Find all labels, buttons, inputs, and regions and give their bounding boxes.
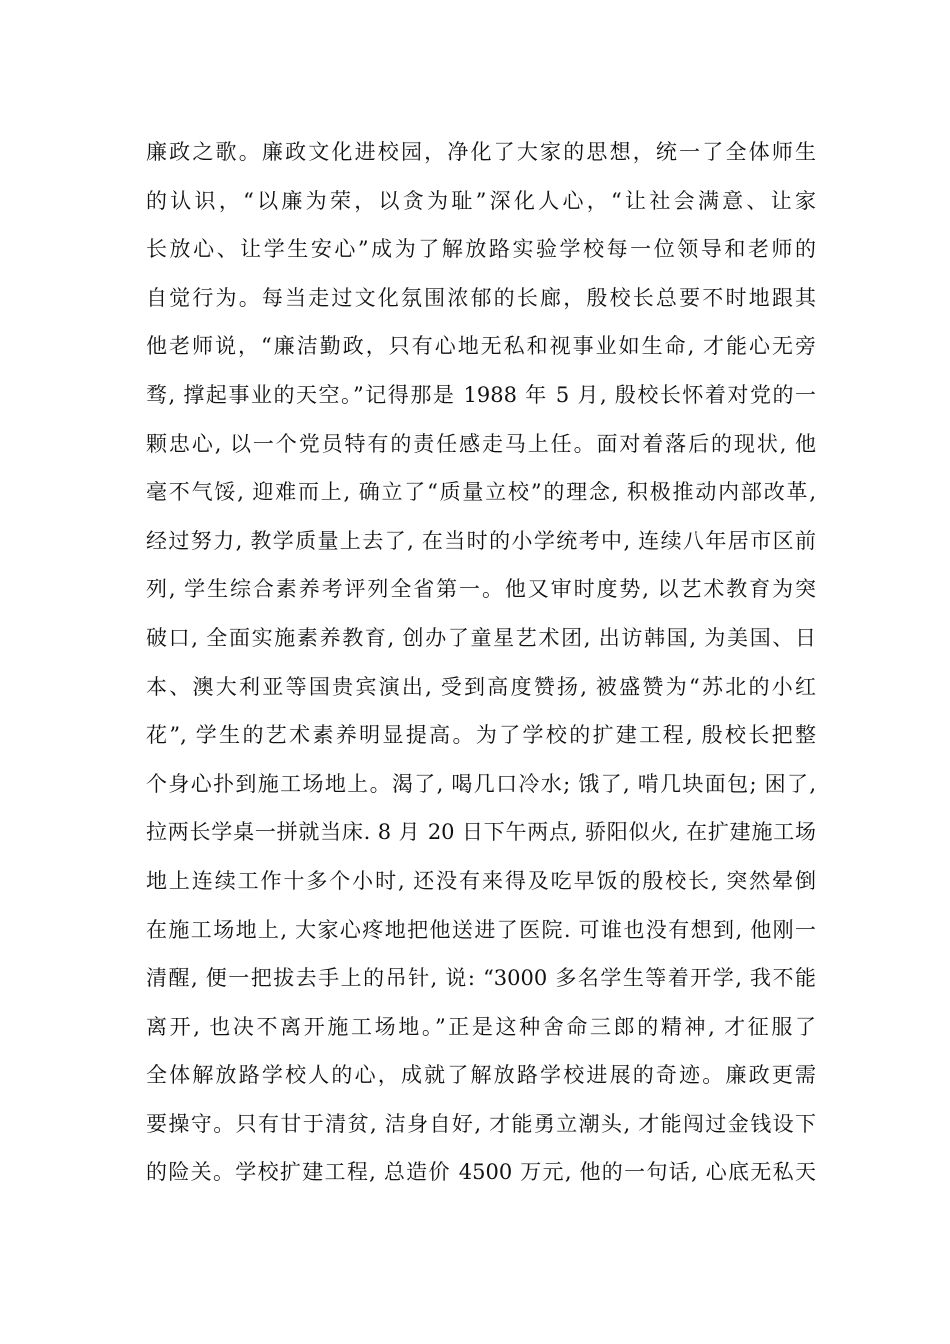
text-line: 毫不气馁, 迎难而上, 确立了“质量立校”的理念, 积极推动内部改革, (146, 480, 816, 505)
text-line: 花”, 学生的艺术素养明显提高。为了学校的扩建工程, 殷校长把整 (146, 723, 816, 748)
text-line: 本、澳大利亚等国贵宾演出, 受到高度赞扬, 被盛赞为“苏北的小红 (146, 674, 816, 699)
text-line: 破口, 全面实施素养教育, 创办了童星艺术团, 出访韩国, 为美国、日 (146, 625, 816, 650)
text-line: 骛, 撑起事业的天空。”记得那是 1988 年 5 月, 殷校长怀着对党的一 (146, 382, 816, 407)
body-paragraph (146, 128, 816, 1197)
text-line: 自觉行为。每当走过文化氛围浓郁的长廊，殷校长总要不时地跟其 (146, 285, 816, 310)
text-line: 清醒, 便一把拔去手上的吊针, 说: “3000 多名学生等着开学, 我不能 (146, 966, 816, 991)
text-line: 颗忠心, 以一个党员特有的责任感走马上任。面对着落后的现状, 他 (146, 431, 816, 456)
text-line: 地上连续工作十多个小时, 还没有来得及吃早饭的殷校长, 突然晕倒 (146, 868, 816, 893)
text-line: 的险关。学校扩建工程, 总造价 4500 万元, 他的一句话, 心底无私天 (146, 1160, 816, 1185)
text-line: 离开, 也决不离开施工场地。”正是这种舍命三郎的精神, 才征服了 (146, 1014, 816, 1039)
text-line: 经过努力, 教学质量上去了, 在当时的小学统考中, 连续八年居市区前 (146, 528, 816, 553)
text-line: 他老师说，“廉洁勤政，只有心地无私和视事业如生命, 才能心无旁 (146, 334, 816, 359)
text-line: 全体解放路学校人的心，成就了解放路学校进展的奇迹。廉政更需 (146, 1063, 816, 1088)
text-line: 个身心扑到施工场地上。渴了, 喝几口冷水; 饿了, 啃几块面包; 困了, (146, 771, 816, 796)
text-line: 列, 学生综合素养考评列全省第一。他又审时度势, 以艺术教育为突 (146, 577, 816, 602)
text-line: 拉两长学桌一拼就当床. 8 月 20 日下午两点, 骄阳似火, 在扩建施工场 (146, 820, 816, 845)
text-line: 长放心、让学生安心”成为了解放路实验学校每一位领导和老师的 (146, 237, 816, 262)
text-line: 要操守。只有甘于清贫, 洁身自好, 才能勇立潮头, 才能闯过金钱设下 (146, 1111, 816, 1136)
text-line: 在施工场地上, 大家心疼地把他送进了医院. 可谁也没有想到, 他刚一 (146, 917, 816, 942)
text-line: 的认识，“以廉为荣，以贪为耻”深化人心，“让社会满意、让家 (146, 188, 816, 213)
text-line: 廉政之歌。廉政文化进校园，净化了大家的思想，统一了全体师生 (146, 140, 816, 164)
